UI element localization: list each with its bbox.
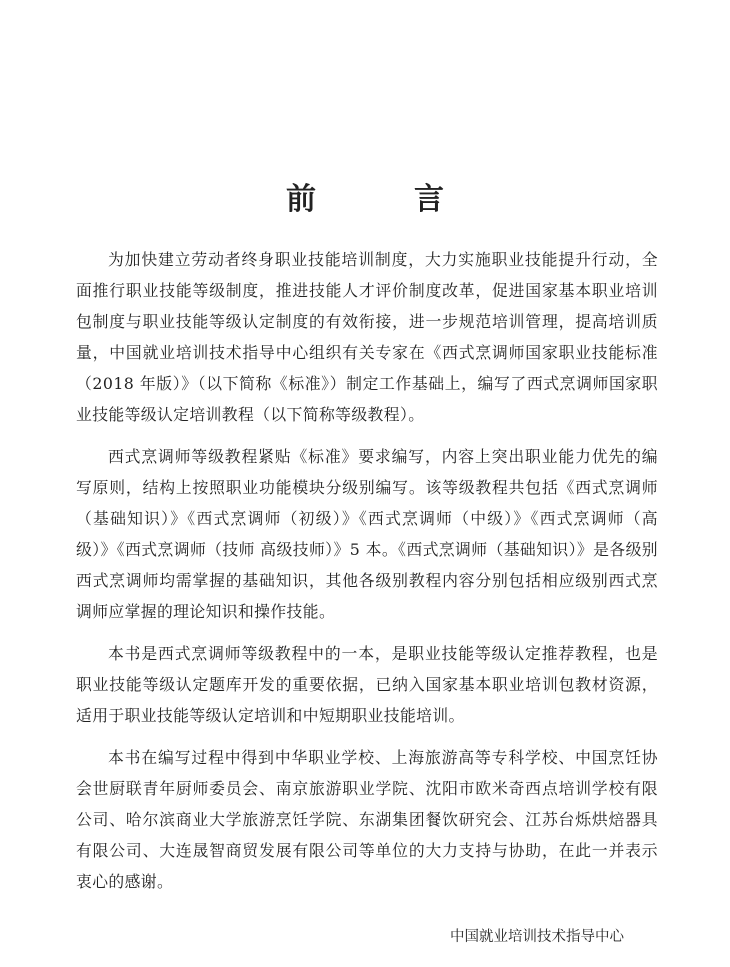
paragraph-3: 本书是西式烹调师等级教程中的一本，是职业技能等级认定推荐教程，也是职业技能等级认定题库开发的重要依据，已纳入国家基本职业培训包教材资源，适用于职业技能等级认定培训和中短期职业技能培训。 [76, 644, 658, 725]
signature: 中国就业培训技术指导中心 [450, 929, 624, 945]
paragraph-4: 本书在编写过程中得到中华职业学校、上海旅游高等专科学校、中国烹饪协会世厨联青年厨师委员会、南京旅游职业学院、沈阳市欧米奇西点培训学校有限公司、哈尔滨商业大学旅游烹饪学院、东湖集团餐饮研究会、江苏台烁烘焙器具有限公司、大连晟智商贸发展有限公司等单位的大力支持与协助，在此一并表示衷心的感谢。 [76, 748, 658, 891]
paragraph-1: 为加快建立劳动者终身职业技能培训制度，大力实施职业技能提升行动，全面推行职业技能等级制度，推进技能人才评价制度改革，促进国家基本职业培训包制度与职业技能等级认定制度的有效衔接，进一步规范培训管理，提高培训质量，中国就业培训技术指导中心组织有关专家在《西式烹调师国家职业技能标准（2018 年版）》（以下简称《标准》）制定工作基础上，编写了西式烹调师国家职业技能等级认定培训教程（以下简称等级教程）。 [76, 250, 658, 424]
preface-body [76, 244, 658, 908]
page-title: 前 言 [286, 182, 478, 217]
paragraph-2: 西式烹调师等级教程紧贴《标准》要求编写，内容上突出职业能力优先的编写原则，结构上按照职业功能模块分级别编写。该等级教程共包括《西式烹调师（基础知识）》《西式烹调师（初级）》《西式烹调师（中级）》《西式烹调师（高级）》《西式烹调师（技师 高级技师）》5 本。《西式烹调师（基础知识）》是各级别西式烹调师均需掌握的基础知识，其他各级别教程内容分别包括相应级别西式烹调师应掌握的理论知识和操作技能。 [76, 447, 658, 621]
